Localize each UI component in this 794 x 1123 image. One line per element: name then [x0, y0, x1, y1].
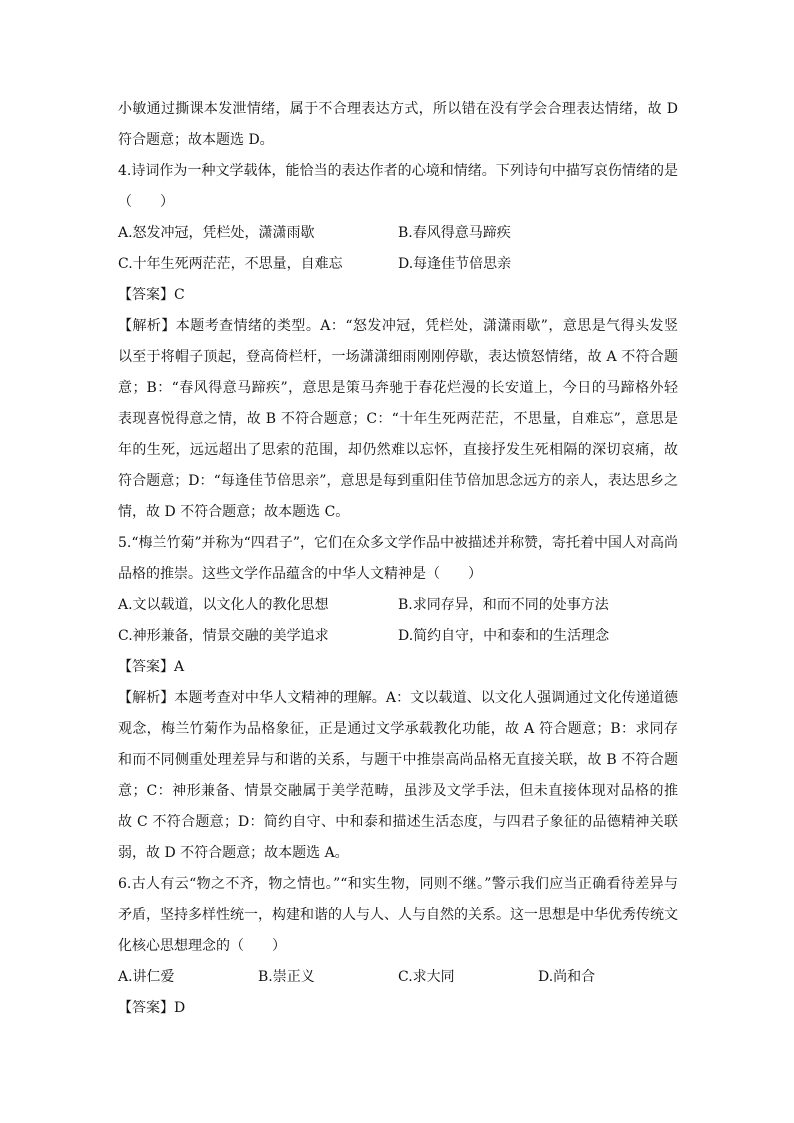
question-4-analysis-line: 意；B：“春风得意马蹄疾”，意思是策马奔驰于春花烂漫的长安道上，今日的马蹄格外轻 [118, 380, 678, 396]
option-a: A.讲仁爱 [118, 969, 175, 985]
question-4-analysis-line: 【解析】本题考查情绪的类型。A：“怒发冲冠，凭栏处，潇潇雨歇”，意思是气得头发竖 [118, 318, 678, 334]
question-5-answer: 【答案】A [118, 659, 185, 675]
option-d: D.尚和合 [538, 969, 596, 985]
question-4-stem-blank: （ ） [118, 194, 174, 210]
option-c: C.十年生死两茫茫，不思量，自难忘 [118, 256, 343, 272]
question-5-analysis-line: 故 C 不符合题意；D：简约自守、中和泰和描述生活态度，与四君子象征的品德精神关联 [118, 814, 678, 830]
question-5-analysis-line: 观念，梅兰竹菊作为品格象征，正是通过文学承载教化功能，故 A 符合题意；B：求同存 [118, 721, 678, 737]
question-5-analysis-line: 【解析】本题考查对中华人文精神的理解。A：文以载道、以文化人强调通过文化传递道德 [118, 690, 678, 706]
question-6-answer: 【答案】D [118, 1000, 186, 1016]
option-b: B.崇正义 [258, 969, 315, 985]
question-4-analysis-line: 以至于将帽子顶起，登高倚栏杆，一场潇潇细雨刚刚停歇，表达愤怒情绪，故 A 不符合题 [118, 349, 678, 365]
question-6-stem: 矛盾，坚持多样性统一，构建和谐的人与人、人与自然的关系。这一思想是中华优秀传统文 [118, 907, 678, 923]
option-d: D.每逢佳节倍思亲 [398, 256, 512, 272]
question-6-stem: 化核心思想理念的（ ） [118, 938, 286, 954]
question-4-options-row-1 [118, 218, 678, 249]
option-c: C.神形兼备，情景交融的美学追求 [118, 628, 329, 644]
question-5-analysis-line: 弱，故 D 不符合题意；故本题选 A。 [118, 845, 349, 861]
option-b: B.春风得意马蹄疾 [398, 225, 511, 241]
question-4-stem: 4.诗词作为一种文学载体，能恰当的表达作者的心境和情绪。下列诗句中描写哀伤情绪的是 [118, 163, 678, 179]
question-5-stem: 品格的推崇。这些文学作品蕴含的中华人文精神是（ ） [118, 566, 482, 582]
document-page [118, 94, 678, 1024]
question-4-analysis-line: 表现喜悦得意之情，故 B 不符合题意；C：“十年生死两茫茫，不思量，自难忘”，意思是 [118, 411, 678, 427]
question-6-stem: 6.古人有云“物之不齐，物之情也。”“和实生物，同则不继。”警示我们应当正确看待差异与 [118, 876, 678, 892]
option-a: A.怒发冲冠，凭栏处，潇潇雨歇 [118, 225, 315, 241]
question-6-options-row [118, 962, 678, 993]
option-d: D.简约自守，中和泰和的生活理念 [398, 628, 610, 644]
analysis-line: 符合题意；故本题选 D。 [118, 132, 274, 148]
question-4-analysis-line: 符合题意；D：“每逢佳节倍思亲”，意思是每到重阳佳节倍加思念远方的亲人，表达思乡之 [118, 473, 678, 489]
question-5-options-row-1 [118, 590, 678, 621]
question-5-analysis-line: 意；C：神形兼备、情景交融属于美学范畴，虽涉及文学手法，但未直接体现对品格的推 [118, 783, 678, 799]
option-a: A.文以载道，以文化人的教化思想 [118, 597, 329, 613]
question-4-analysis-line: 年的生死，远远超出了思索的范围，却仍然难以忘怀，直接抒发生死相隔的深切哀痛，故 [118, 442, 678, 458]
option-c: C.求大同 [398, 969, 455, 985]
question-4-answer: 【答案】C [118, 287, 185, 303]
question-5-analysis-line: 和而不同侧重处理差异与和谐的关系，与题干中推崇高尚品格无直接关联，故 B 不符合题 [118, 752, 678, 768]
analysis-line: 小敏通过撕课本发泄情绪，属于不合理表达方式，所以错在没有学会合理表达情绪，故 D [118, 101, 678, 117]
question-5-stem: 5.“梅兰竹菊”并称为“四君子”，它们在众多文学作品中被描述并称赞，寄托着中国人对高尚 [118, 535, 678, 551]
option-b: B.求同存异，和而不同的处事方法 [398, 597, 609, 613]
question-4-options-row-2 [118, 249, 678, 280]
question-4-analysis-line: 情，故 D 不符合题意；故本题选 C。 [118, 504, 350, 520]
question-5-options-row-2 [118, 621, 678, 652]
